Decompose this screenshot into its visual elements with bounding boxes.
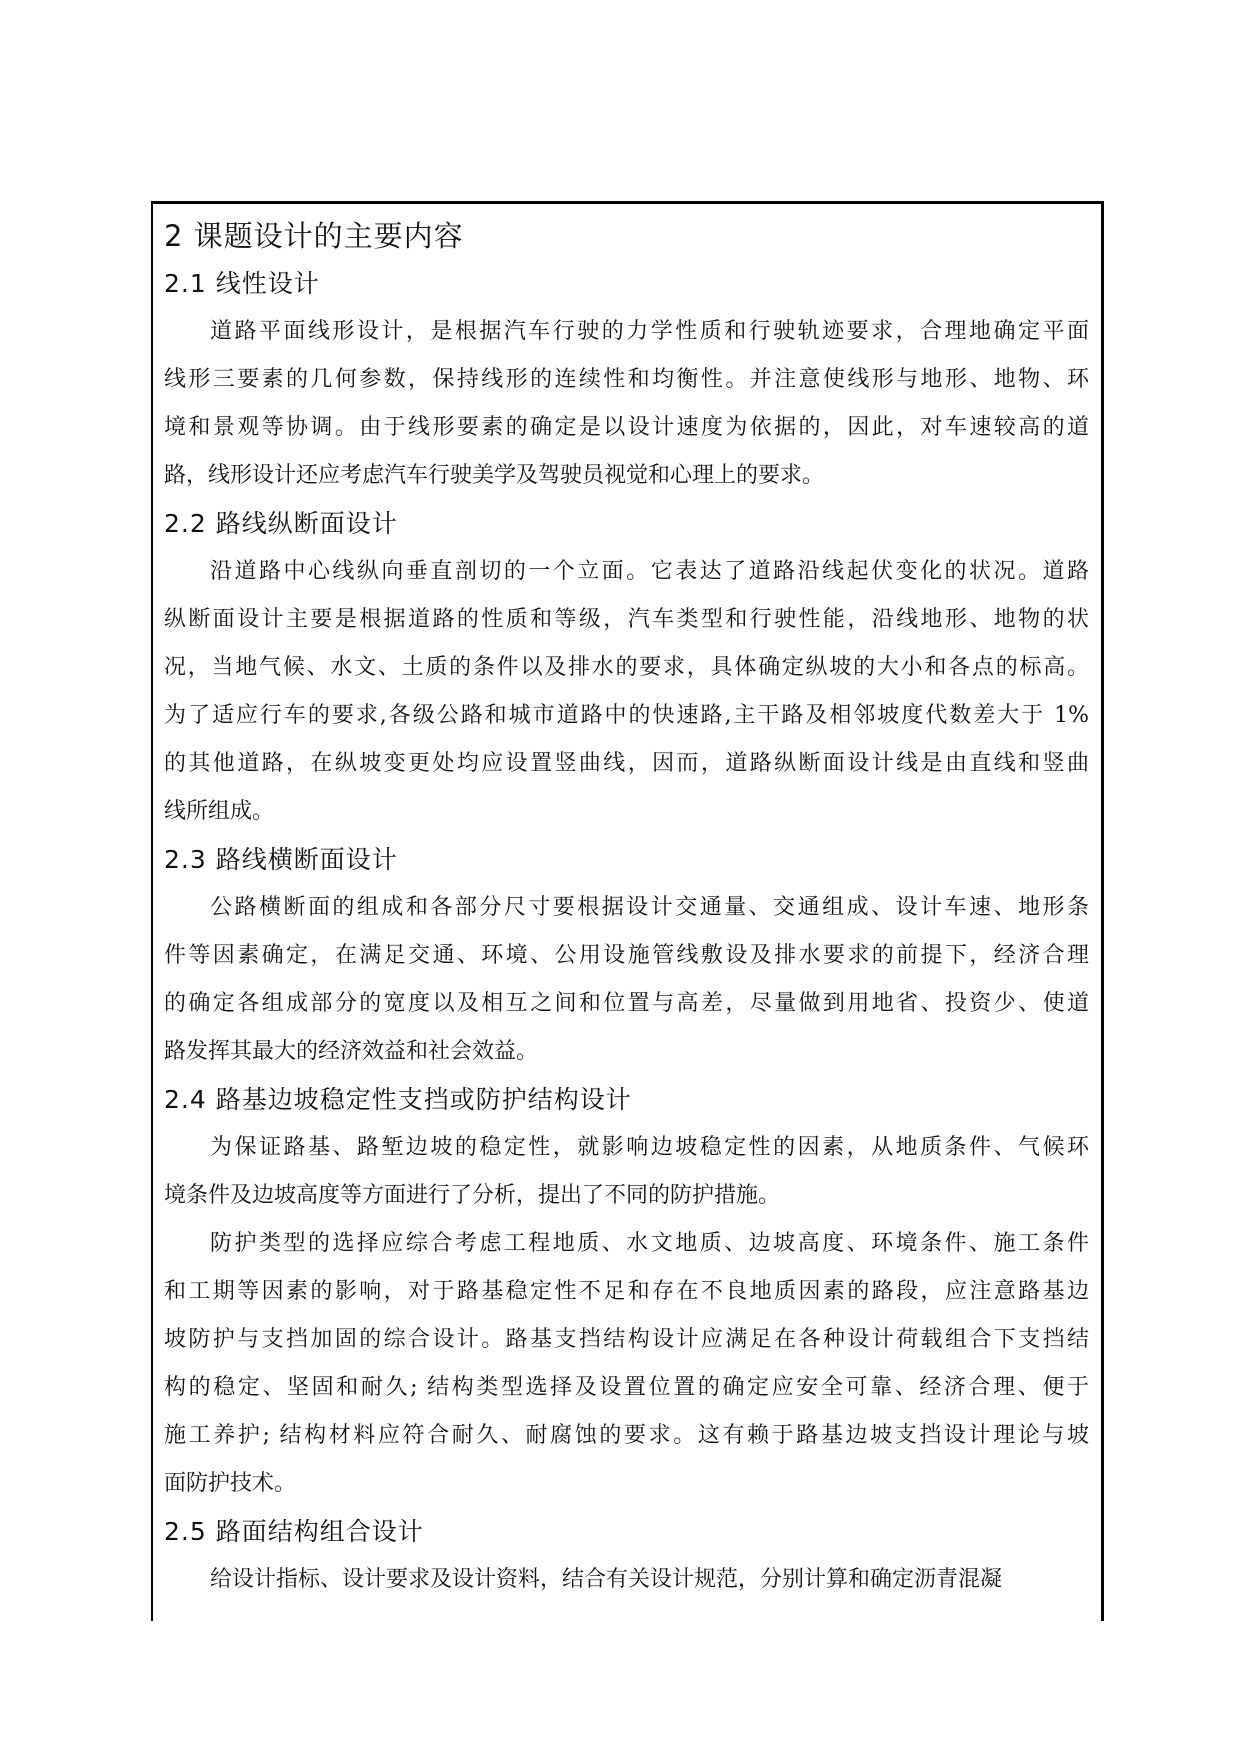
paragraph-line: 给设计指标、设计要求及设计资料，结合有关设计规范，分别计算和确定沥青混凝 (210, 1567, 1003, 1592)
section-title: 2 课题设计的主要内容 (164, 219, 464, 253)
paragraph-line: 面防护技术。 (164, 1471, 297, 1496)
paragraph-line: 公路横断面的组成和各部分尺寸要根据设计交通量、交通组成、设计车速、地形条 (210, 895, 1089, 920)
subsection-heading: 2.3 路线横断面设计 (164, 845, 398, 874)
paragraph-line: 线所组成。 (164, 799, 275, 824)
paragraph-line: 纵断面设计主要是根据道路的性质和等级，汽车类型和行驶性能，沿线地形、地物的状 (164, 607, 1089, 632)
subsection-heading: 2.4 路基边坡稳定性支挡或防护结构设计 (164, 1085, 632, 1114)
paragraph-line: 的其他道路，在纵坡变更处均应设置竖曲线，因而，道路纵断面设计线是由直线和竖曲 (164, 751, 1089, 776)
paragraph (164, 548, 1089, 836)
paragraph (164, 1220, 1089, 1508)
paragraph-line: 路，线形设计还应考虑汽车行驶美学及驾驶员视觉和心理上的要求。 (164, 463, 825, 488)
subsection-heading: 2.5 路面结构组合设计 (164, 1517, 424, 1546)
paragraph-line: 为了适应行车的要求,各级公路和城市道路中的快速路,主干路及相邻坡度代数差大于 1% (164, 703, 1089, 728)
paragraph-line: 境条件及边坡高度等方面进行了分析，提出了不同的防护措施。 (164, 1183, 781, 1208)
paragraph (164, 1556, 1089, 1604)
paragraph-line: 防护类型的选择应综合考虑工程地质、水文地质、边坡高度、环境条件、施工条件 (210, 1231, 1089, 1256)
paragraph-line: 件等因素确定，在满足交通、环境、公用设施管线敷设及排水要求的前提下，经济合理 (164, 943, 1089, 968)
paragraph (164, 1124, 1089, 1220)
paragraph-line: 沿道路中心线纵向垂直剖切的一个立面。它表达了道路沿线起伏变化的状况。道路 (210, 559, 1089, 584)
paragraph-line: 构的稳定、坚固和耐久; 结构类型选择及设置位置的确定应安全可靠、经济合理、便于 (164, 1375, 1089, 1400)
paragraph-line: 坡防护与支挡加固的综合设计。路基支挡结构设计应满足在各种设计荷载组合下支挡结 (164, 1327, 1089, 1352)
paragraph-line: 的确定各组成部分的宽度以及相互之间和位置与高差，尽量做到用地省、投资少、使道 (164, 991, 1089, 1016)
content-table-cell (151, 201, 1104, 1621)
section-body (153, 204, 1101, 1604)
paragraph-line: 和工期等因素的影响，对于路基稳定性不足和存在不良地质因素的路段，应注意路基边 (164, 1279, 1089, 1304)
subsection-heading: 2.2 路线纵断面设计 (164, 509, 398, 538)
paragraph (164, 884, 1089, 1076)
subsection-heading: 2.1 线性设计 (164, 269, 320, 298)
paragraph-line: 线形三要素的几何参数，保持线形的连续性和均衡性。并注意使线形与地形、地物、环 (164, 367, 1089, 392)
paragraph-line: 路发挥其最大的经济效益和社会效益。 (164, 1039, 539, 1064)
paragraph-line: 施工养护; 结构材料应符合耐久、耐腐蚀的要求。这有赖于路基边坡支挡设计理论与坡 (164, 1423, 1089, 1448)
paragraph (164, 308, 1089, 500)
paragraph-line: 况，当地气候、水文、土质的条件以及排水的要求，具体确定纵坡的大小和各点的标高。 (164, 655, 1089, 680)
paragraph-line: 为保证路基、路堑边坡的稳定性，就影响边坡稳定性的因素，从地质条件、气候环 (210, 1135, 1089, 1160)
paragraph-line: 道路平面线形设计，是根据汽车行驶的力学性质和行驶轨迹要求，合理地确定平面 (210, 319, 1089, 344)
paragraph-line: 境和景观等协调。由于线形要素的确定是以设计速度为依据的，因此，对车速较高的道 (164, 415, 1089, 440)
